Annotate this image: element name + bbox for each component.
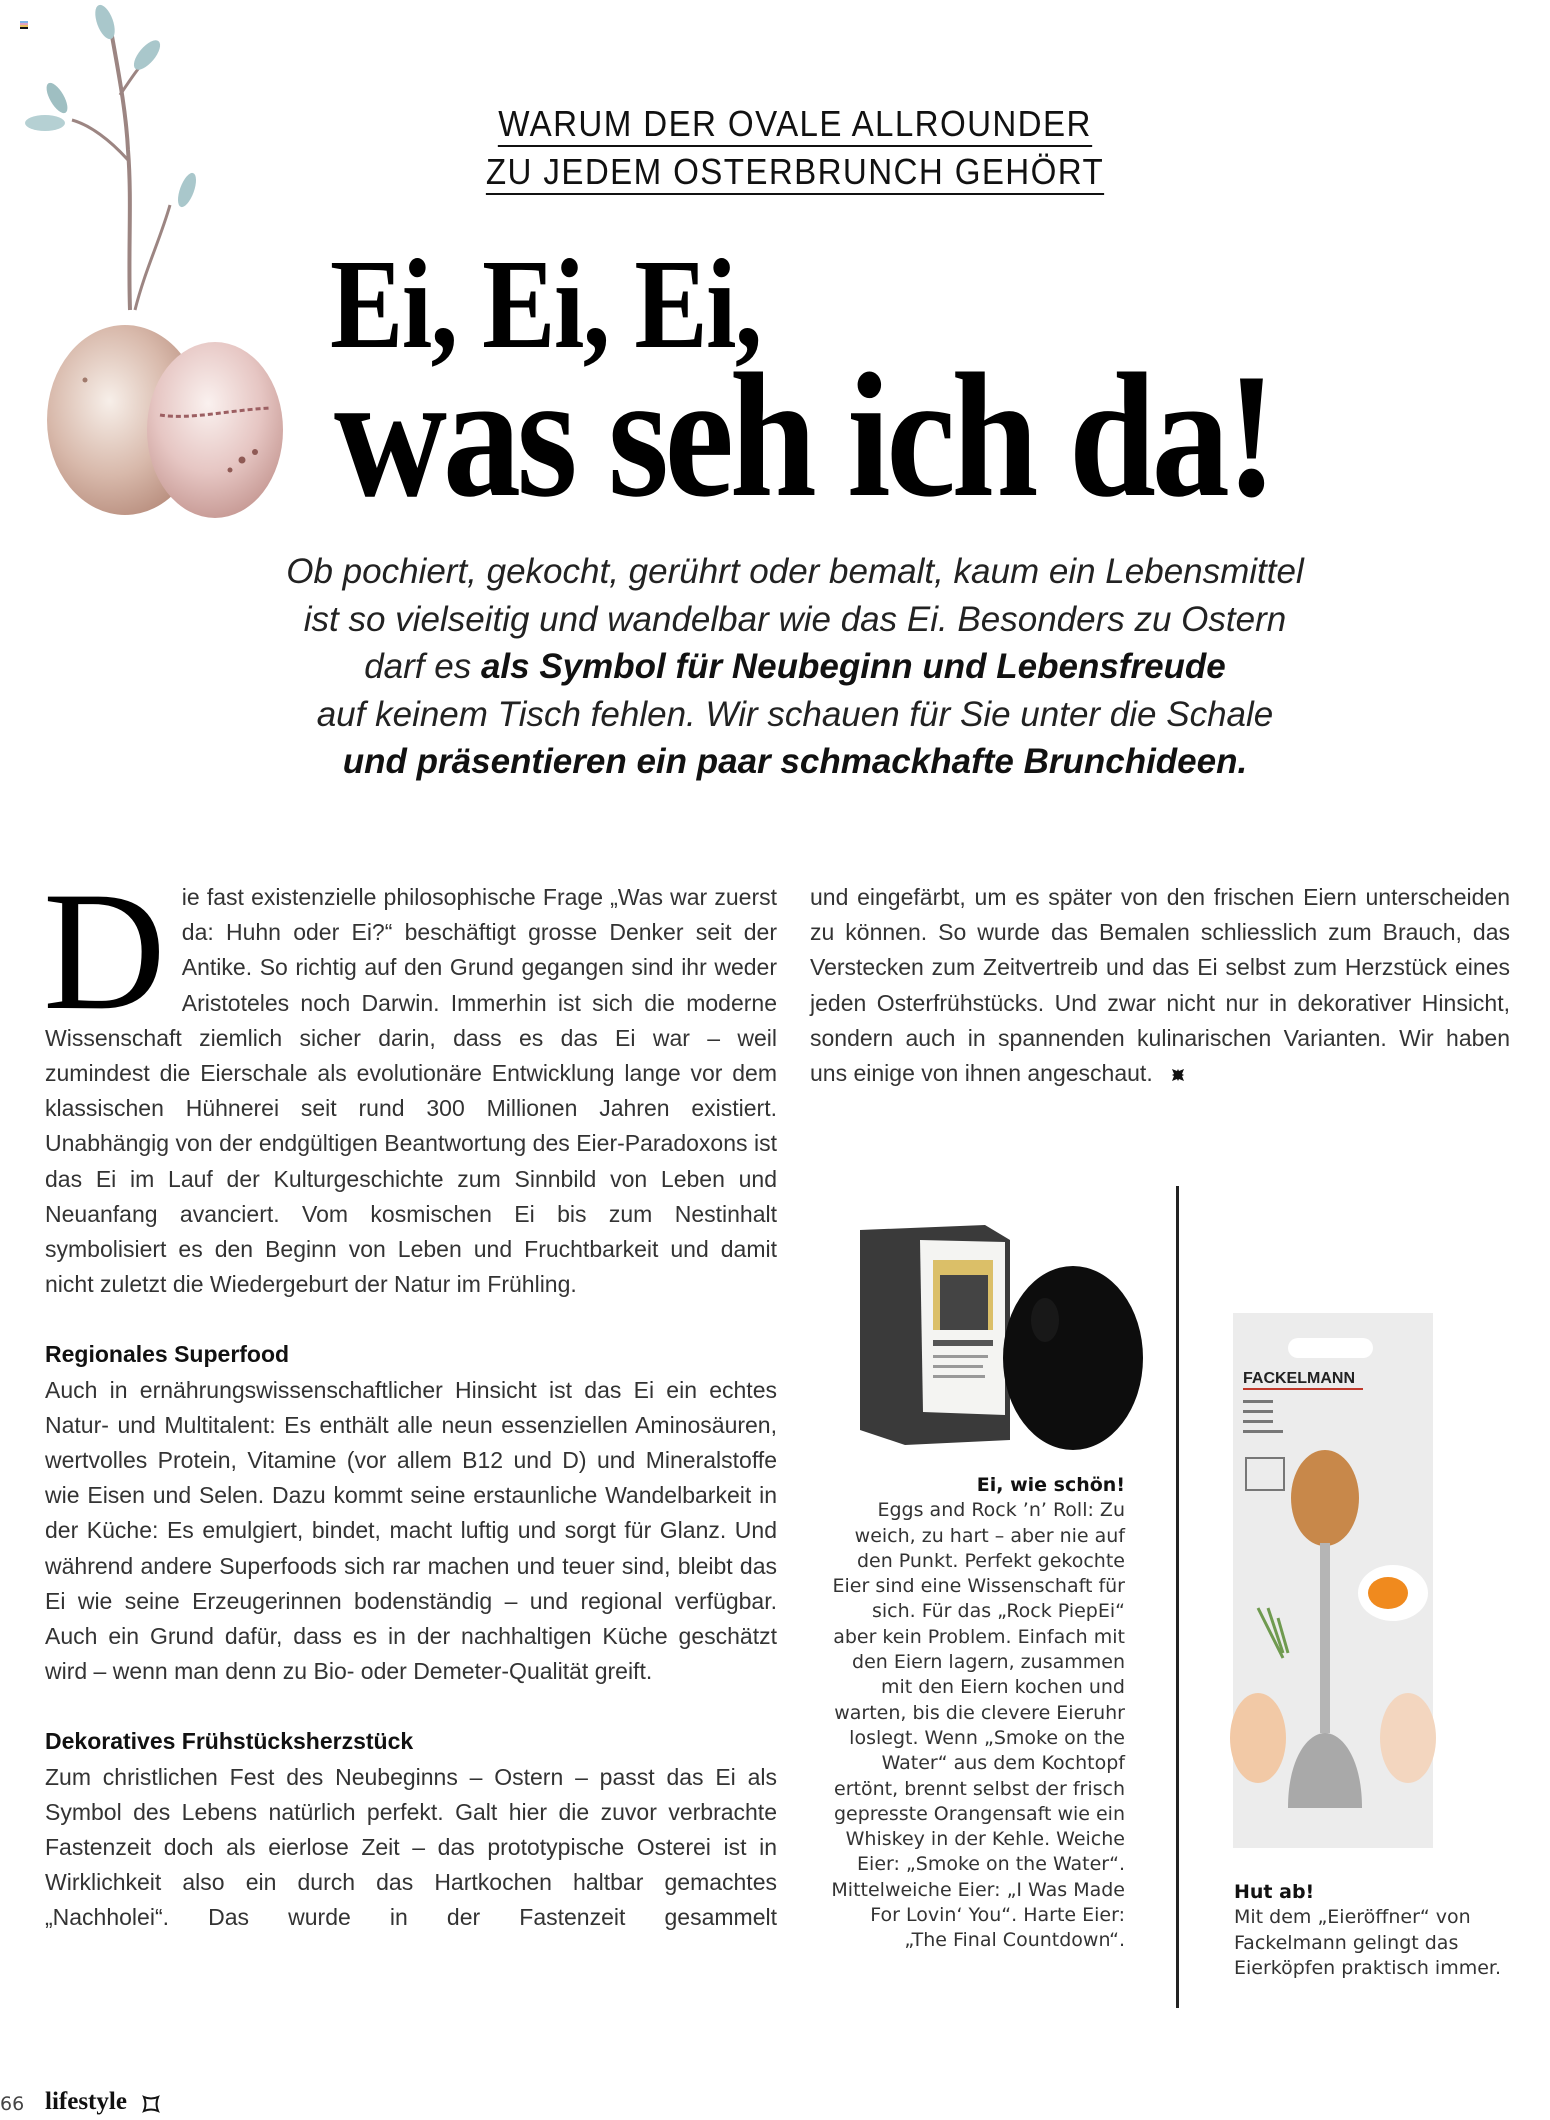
lead-line: auf keinem Tisch fehlen. Wir schauen für Sie unter die Schale [316,694,1274,734]
caption-text: Mit dem „Eieröffner“ von Fackelmann gelingt das Eierköpfen praktisch immer. [1234,1906,1502,1979]
caption-text: Eggs and Rock ’n’ Roll: Zu weich, zu hart – aber nie auf den Punkt. Perfekt gekochte Eier sind eine Wissenschaft für sich. Für das „Rock PiepEi“ aber kein Problem. Einfach mit den Eiern lagern, zusammen mit den Eiern kochen und warten, bis die clevere Eieruhr loslegt. Wenn „Smoke on the Water“ aus dem Kochtopf ertönt, brennt selbst der frisch gepresste Orangensaft wie ein Whiskey in der Kehle. Weiche Eier: „Smoke on the Water“. Mittelweiche Eier: „I Was Made For Lovin‘ You“. Harte Eier: „The Final Countdown“. [831,1499,1125,1952]
kicker-line-2: ZU JEDEM OSTERBRUNCH GEHÖRT [486,151,1104,195]
section1-paragraph: Auch in ernährungswissenschaftlicher Hinsicht ist das Ei ein echtes Natur- und Multitalent: Es enthält alle neun essenziellen Aminosäuren, wertvolles Protein, Vitamine (vor allem B12 und D) und Mineralstoffe wie Eisen und Selen. Dazu kommt seine erstaunliche Wandelbarkeit in der Küche: Es emulgiert, bindet, macht luftig und sorgt für Glanz. Und während andere Superfoods sich rar machen und teuer sind, bleibt das Ei wie seine Erzeugerinnen bodenständig – und regional verfügbar. Auch ein Grund dafür, dass es in der nachhaltigen Küche geschätzt wird – wenn man denn zu Bio- oder Demeter-Qualität greift. [45,1376,777,1685]
page-title [330,233,1550,534]
lead-text: darf es [364,647,481,686]
kicker-line-1: WARUM DER OVALE ALLROUNDER [498,103,1092,147]
continued-paragraph [810,880,1510,1091]
page-number: 66 [0,2093,25,2115]
lead-line [170,643,1420,691]
drop-cap: D [43,857,166,1045]
intro-paragraph: ie fast existenzielle philosophische Frage „Was war zuerst da: Huhn oder Ei?“ beschäftigt grosse Denker seit der Antike. So richtig auf den Grund gegangen sind ihr weder Aristoteles noch Darwin. Immerhin ist sich die moderne Wissenschaft ziemlich sicher darin, dass es das Ei war – weil zumindest die Eierschale als evolutionäre Entwicklung lange vor dem klassischen Hühnerei seit rund 300 Millionen Jahren existiert. Unabhängig von der endgültigen Beantwortung des Eier-Paradoxons ist das Ei im Lauf der Kulturgeschichte zum Sinnbild von Leben und Neuanfang avanciert. Vom kosmischen Ei bis zum Nestinhalt symbolisiert es den Beginn von Leben und Fruchtbarkeit und damit nicht zuletzt die Wiedergeburt der Natur im Frühling. [45,884,777,1298]
headline-line-1: Ei, Ei, Ei, [330,233,761,375]
column-divider [1176,1186,1179,2008]
lead-line [170,738,1420,786]
article-column-right [810,880,1510,1091]
continued-text: und eingefärbt, um es später von den frischen Eiern unterscheiden zu können. So wurde das Bemalen schliesslich zum Brauch, das Verstecken zum Zeitvertreib und das Ei selbst zum Herzstück eines jeden Osterfrühstücks. Und zwar nicht nur in dekorativer Hinsicht, sondern auch in spannenden kulinarischen Varianten. Wir haben uns einige von ihnen angeschaut. [810,884,1510,1087]
lead-line: Ob pochiert, gekocht, gerührt oder bemalt, kaum ein Lebensmittel [286,552,1304,591]
section2-paragraph: Zum christlichen Fest des Neubeginns – Ostern – passt das Ei als Symbol des Lebens natürlich perfekt. Galt hier die zuvor verbrachte Fastenzeit doch als eierlose Zeit – das prototypische Osterei ist in Wirklichkeit also ein durch das Hartkochen haltbar gemachtes „Nachholei“. Das wurde in der Fastenzeit gesammelt [45,1763,777,1931]
quatrefoil-icon [141,2094,161,2114]
product-image-fackelmann-eieroeffner [1228,1308,1438,1853]
lead-emphasis: als Symbol für Neubeginn und Lebensfreude [480,647,1226,686]
product-caption-rock-piepei [830,1473,1125,1954]
section-label: lifestyle [45,2088,127,2115]
product-caption-fackelmann [1234,1880,1524,1981]
caption-title: Ei, wie schön! [976,1474,1125,1496]
lead-line: ist so vielseitig und wandelbar wie das Ei. Besonders zu Ostern [303,599,1287,639]
product-image-rock-piepei [845,1200,1175,1470]
end-mark-icon [1171,1068,1185,1082]
headline-line-2: was seh ich da! [334,336,1274,534]
article-column-left [43,857,777,1936]
caption-title: Hut ab! [1234,1881,1315,1903]
easter-eggs-illustration [10,0,320,520]
lead-paragraph [170,548,1420,786]
kicker [413,100,1177,196]
subheading-dekoratives-fruehstueck: Dekoratives Frühstücksherzstück [45,1728,414,1755]
lead-emphasis: und präsentieren ein paar schmackhafte Brunchideen. [342,742,1248,781]
subheading-regionales-superfood: Regionales Superfood [45,1341,290,1368]
brand-label: FACKELMANN [1243,1370,1355,1387]
